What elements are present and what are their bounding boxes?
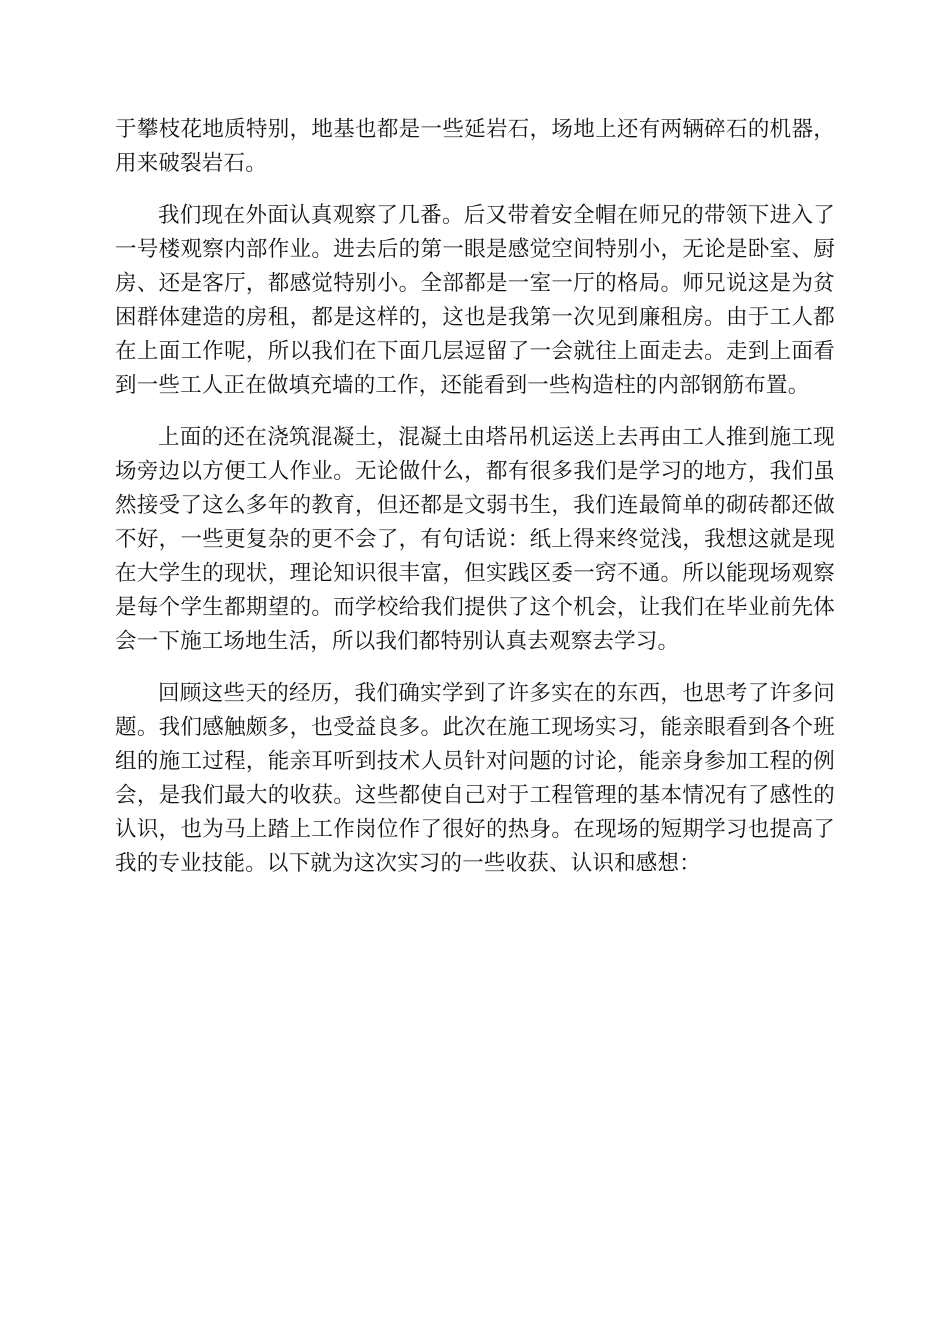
paragraph-building-observation: 我们现在外面认真观察了几番。后又带着安全帽在师兄的带领下进入了一号楼观察内部作业。进去后的第一眼是感觉空间特别小，无论是卧室、厨房、还是客厅，都感觉特别小。全部都是一室一厅的格局。师兄说这是为贫困群体建造的房租，都是这样的，这也是我第一次见到廉租房。由于工人都在上面工作呢，所以我们在下面几层逗留了一会就往上面走去。走到上面看到一些工人正在做填充墙的工作，还能看到一些构造柱的内部钢筋布置。 [115,203,835,398]
paragraph-reflection: 回顾这些天的经历，我们确实学到了许多实在的东西，也思考了许多问题。我们感触颇多，也受益良多。此次在施工现场实习，能亲眼看到各个班组的施工过程，能亲耳听到技术人员针对问题的讨论，能亲身参加工程的例会，是我们最大的收获。这些都使自己对于工程管理的基本情况有了感性的认识，也为马上踏上工作岗位作了很好的热身。在现场的短期学习也提高了我的专业技能。以下就为这次实习的一些收获、认识和感想： [115,681,835,876]
paragraph-continuation: 于攀枝花地质特别，地基也都是一些延岩石，场地上还有两辆碎石的机器，用来破裂岩石。 [115,117,835,176]
document-body [115,113,835,899]
paragraph-concrete-pouring: 上面的还在浇筑混凝土，混凝土由塔吊机运送上去再由工人推到施工现场旁边以方便工人作业。无论做什么，都有很多我们是学习的地方，我们虽然接受了这么多年的教育，但还都是文弱书生，我们连最简单的砌砖都还做不好，一些更复杂的更不会了，有句话说：纸上得来终觉浅，我想这就是现在大学生的现状，理论知识很丰富，但实践区委一窍不通。所以能现场观察是每个学生都期望的。而学校给我们提供了这个机会，让我们在毕业前先体会一下施工场地生活，所以我们都特别认真去观察去学习。 [115,425,835,654]
